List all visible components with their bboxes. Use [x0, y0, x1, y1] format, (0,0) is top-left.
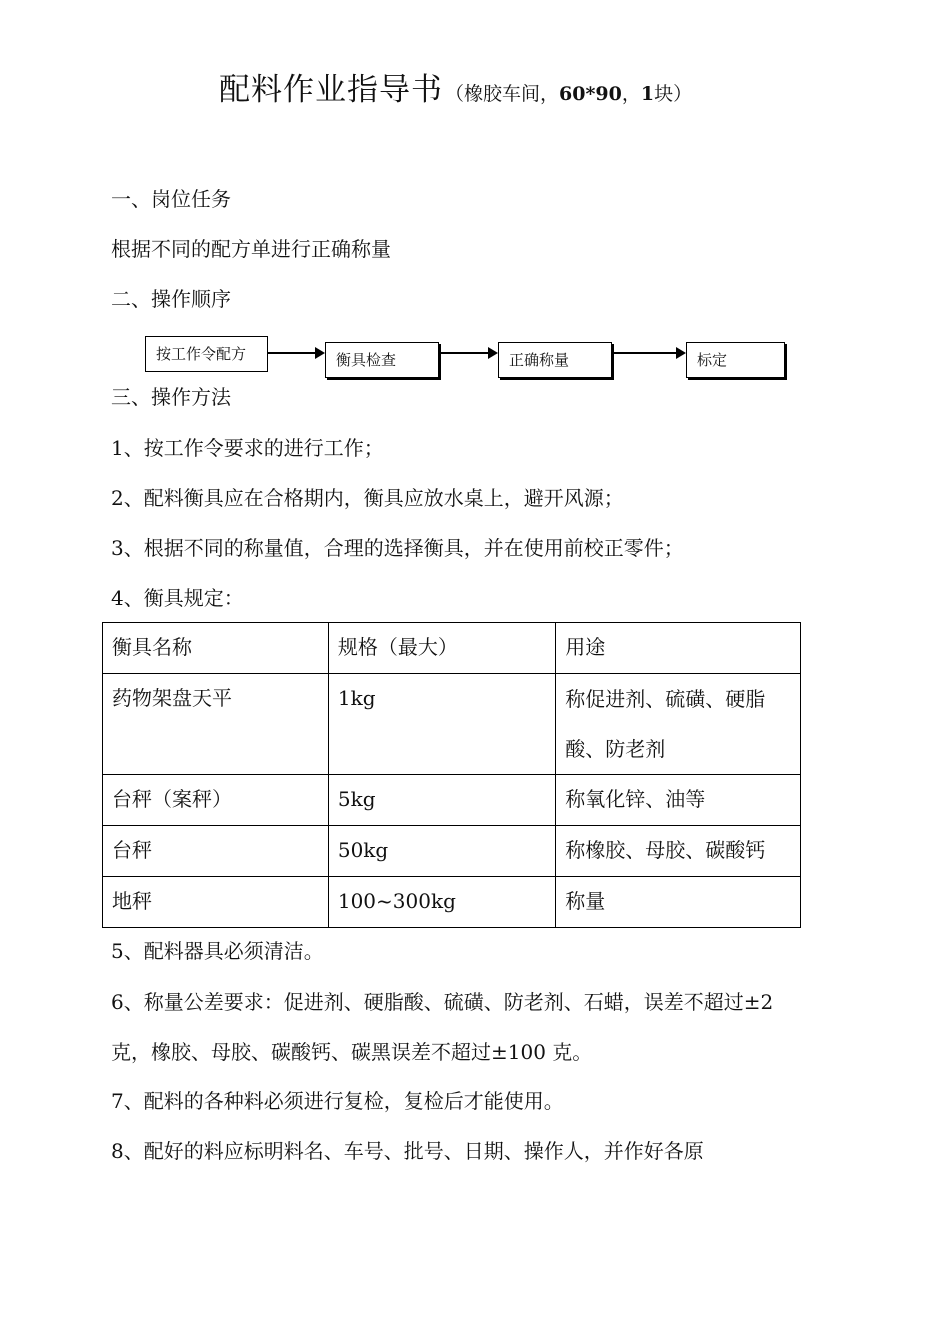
- table-cell: 5kg: [328, 775, 555, 826]
- table-header-cell: 规格（最大）: [328, 623, 555, 674]
- item-5: 5、配料器具必须清洁。: [111, 939, 324, 963]
- table-cell: 称橡胶、母胶、碳酸钙: [556, 826, 801, 877]
- table-cell: 台秤: [103, 826, 329, 877]
- title-main: 配料作业指导书: [219, 72, 443, 108]
- flow-step-2: 衡具检查: [325, 342, 439, 378]
- scale-spec-table: [102, 622, 801, 928]
- document-title: [219, 64, 692, 109]
- item-4: 4、衡具规定：: [111, 586, 244, 610]
- table-row: [103, 674, 801, 775]
- item-7: 7、配料的各种料必须进行复检，复检后才能使用。: [111, 1089, 564, 1113]
- item-3: 3、根据不同的称量值，合理的选择衡具，并在使用前校正零件；: [111, 536, 684, 560]
- table-cell: 地秤: [103, 877, 329, 928]
- flow-arrow-2: [441, 352, 496, 354]
- table-header-row: [103, 623, 801, 674]
- table-header-cell: 用途: [556, 623, 801, 674]
- table-row: [103, 826, 801, 877]
- flow-step-3: 正确称量: [498, 342, 612, 378]
- item-1: 1、按工作令要求的进行工作；: [111, 436, 384, 460]
- table-row: [103, 877, 801, 928]
- section-3-heading: 三、操作方法: [111, 385, 231, 409]
- item-6-line-2: 克，橡胶、母胶、碳酸钙、碳黑误差不超过±100 克。: [111, 1040, 593, 1064]
- table-cell: 1kg: [328, 674, 555, 775]
- item-8: 8、配好的料应标明料名、车号、批号、日期、操作人，并作好各原: [111, 1139, 704, 1163]
- item-2: 2、配料衡具应在合格期内，衡具应放水桌上，避开风源；: [111, 486, 624, 510]
- table-header-cell: 衡具名称: [103, 623, 329, 674]
- table-cell: 50kg: [328, 826, 555, 877]
- section-1-text: 根据不同的配方单进行正确称量: [111, 237, 391, 261]
- section-2-heading: 二、操作顺序: [111, 287, 231, 311]
- table-cell: 称促进剂、硫磺、硬脂酸、防老剂: [556, 674, 801, 775]
- section-1-heading: 一、岗位任务: [111, 187, 231, 211]
- title-subtitle: （橡胶车间，60*90，1块）: [445, 83, 693, 105]
- table-cell: 药物架盘天平: [103, 674, 329, 775]
- item-6-line-1: 6、称量公差要求：促进剂、硬脂酸、硫磺、防老剂、石蜡，误差不超过±2: [111, 990, 774, 1014]
- table-cell: 100~300kg: [328, 877, 555, 928]
- table-cell: 称氧化锌、油等: [556, 775, 801, 826]
- table-cell: 台秤（案秤）: [103, 775, 329, 826]
- table-cell: 称量: [556, 877, 801, 928]
- flow-step-1: 按工作令配方: [145, 336, 268, 372]
- flow-arrow-3: [614, 352, 684, 354]
- table-row: [103, 775, 801, 826]
- flow-step-4: 标定: [686, 342, 785, 378]
- flow-arrow-1: [268, 352, 323, 354]
